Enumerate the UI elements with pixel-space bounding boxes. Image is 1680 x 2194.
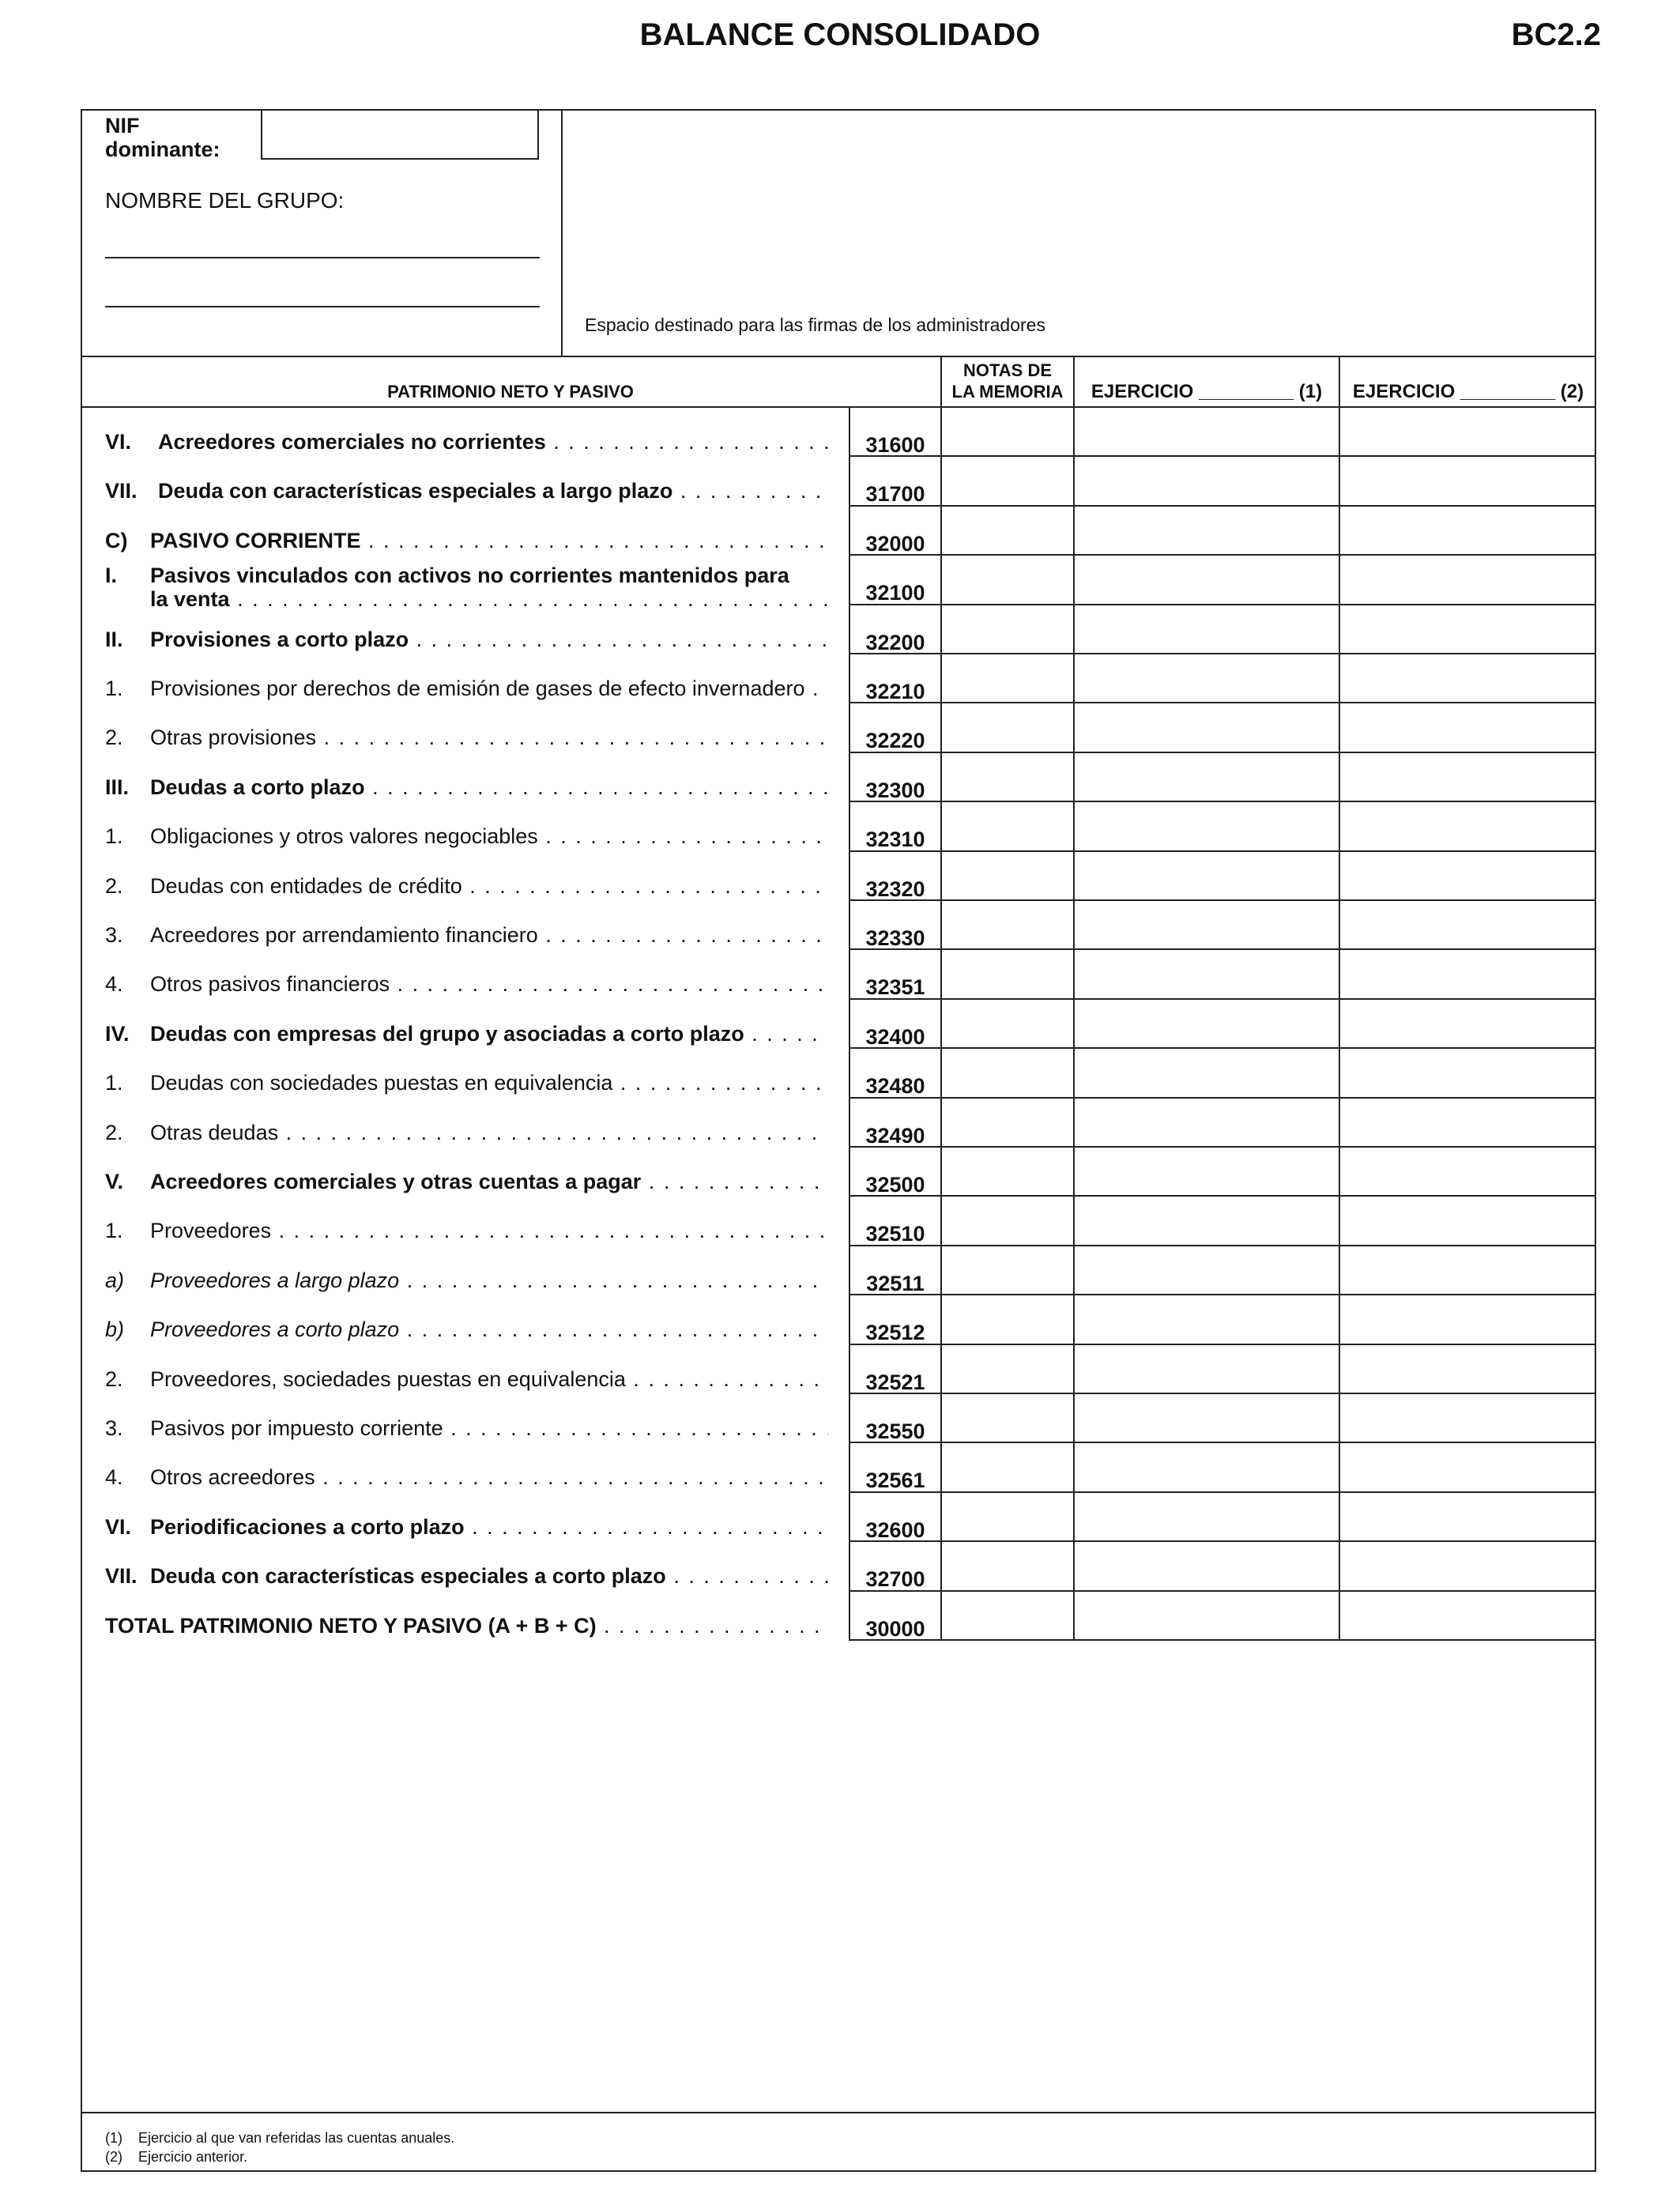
year2-cell[interactable] xyxy=(1340,1049,1595,1095)
notes-cell[interactable] xyxy=(942,1148,1072,1193)
year2-cell[interactable] xyxy=(1340,1295,1595,1341)
row-number: 3. xyxy=(105,1416,123,1440)
row-label: la venta . . . xyxy=(150,587,828,612)
year1-cell[interactable] xyxy=(1075,1246,1338,1292)
row-code: 32561 xyxy=(865,1468,925,1492)
row-code: 32490 xyxy=(865,1124,925,1148)
notes-cell[interactable] xyxy=(942,1295,1072,1341)
row-code: 32000 xyxy=(865,532,925,556)
year2-cell[interactable] xyxy=(1340,1443,1595,1489)
table-row xyxy=(105,1416,828,1448)
year1-cell[interactable] xyxy=(1075,654,1338,700)
row-number: 4. xyxy=(105,1465,123,1489)
table-row xyxy=(105,923,828,955)
notes-cell[interactable] xyxy=(942,753,1072,799)
year1-cell[interactable] xyxy=(1075,950,1338,996)
table-row xyxy=(105,677,828,708)
header-col-line-2 xyxy=(1073,356,1075,406)
table-top-line xyxy=(81,356,1596,357)
notes-cell[interactable] xyxy=(942,1197,1072,1242)
row-code: 32210 xyxy=(865,680,925,703)
row-number: 2. xyxy=(105,1367,123,1391)
row-label: Otras deudas . . . xyxy=(150,1121,828,1145)
row-code: 32521 xyxy=(865,1370,925,1394)
notes-cell[interactable] xyxy=(942,1049,1072,1095)
table-row xyxy=(105,775,828,807)
row-code: 32512 xyxy=(865,1321,925,1344)
row-label: Provisiones a corto plazo . . . xyxy=(150,628,828,652)
year1-cell[interactable] xyxy=(1075,1443,1338,1489)
year1-cell[interactable] xyxy=(1075,753,1338,799)
year1-cell[interactable] xyxy=(1075,1345,1338,1391)
table-row xyxy=(105,564,828,614)
row-number: b) xyxy=(105,1318,125,1341)
year2-cell[interactable] xyxy=(1340,753,1595,799)
year1-cell[interactable] xyxy=(1075,802,1338,848)
row-code: 32100 xyxy=(865,581,925,605)
notes-cell[interactable] xyxy=(942,1443,1072,1489)
table-row xyxy=(105,529,828,560)
year2-cell[interactable] xyxy=(1340,457,1595,503)
notes-cell[interactable] xyxy=(942,1345,1072,1391)
row-label: Deuda con características especiales a corto plazo . . . xyxy=(150,1564,828,1589)
row-code: 32500 xyxy=(865,1173,925,1197)
year2-cell[interactable] xyxy=(1340,556,1595,601)
row-label: Deuda con características especiales a largo plazo . . . xyxy=(158,479,828,503)
column-header-notes: NOTAS DE LA MEMORIA xyxy=(951,360,1064,401)
footnote-separator xyxy=(81,2112,1596,2113)
year1-cell[interactable] xyxy=(1075,1000,1338,1046)
row-number: III. xyxy=(105,775,130,799)
table-row xyxy=(105,1614,828,1646)
row-code: 32330 xyxy=(865,926,925,950)
table-row xyxy=(105,1269,828,1300)
notes-cell[interactable] xyxy=(942,901,1072,947)
notes-cell[interactable] xyxy=(942,605,1072,651)
table-row xyxy=(105,479,828,511)
table-row xyxy=(105,1515,828,1547)
year1-cell[interactable] xyxy=(1075,1295,1338,1341)
row-label: PASIVO CORRIENTE . . . xyxy=(150,529,828,553)
notes-cell[interactable] xyxy=(942,1099,1072,1144)
year1-cell[interactable] xyxy=(1075,901,1338,947)
notes-cell[interactable] xyxy=(942,802,1072,848)
table-row xyxy=(105,1121,828,1152)
year2-cell[interactable] xyxy=(1340,852,1595,898)
row-number: VI. xyxy=(105,1515,132,1539)
year2-cell[interactable] xyxy=(1340,1197,1595,1242)
row-number: 1. xyxy=(105,1219,123,1242)
notes-cell[interactable] xyxy=(942,457,1072,503)
row-label: Periodificaciones a corto plazo . . . xyxy=(150,1515,828,1540)
row-number: IV. xyxy=(105,1022,130,1046)
row-code: 32310 xyxy=(865,827,925,851)
row-label: Otros acreedores . . . xyxy=(150,1465,828,1490)
table-row xyxy=(105,1318,828,1349)
notes-cell[interactable] xyxy=(942,950,1072,996)
row-label: Otros pasivos financieros . . . xyxy=(150,972,828,997)
group-name-line-1[interactable] xyxy=(105,257,540,258)
row-label: Proveedores a largo plazo . . . xyxy=(150,1269,828,1293)
table-row xyxy=(105,1071,828,1103)
notes-cell[interactable] xyxy=(942,507,1072,552)
row-number: a) xyxy=(105,1269,125,1292)
year2-cell[interactable] xyxy=(1340,1148,1595,1193)
footnote-1: (1) Ejercicio al que van referidas las cuentas anuales. xyxy=(105,2130,455,2146)
header-col-line-3 xyxy=(1339,356,1340,406)
row-code: 32480 xyxy=(865,1074,925,1098)
row-code: 32400 xyxy=(865,1025,925,1049)
row-label: Acreedores comerciales y otras cuentas a pagar . . . xyxy=(150,1170,828,1194)
row-label: Proveedores . . . xyxy=(150,1219,828,1243)
year1-cell[interactable] xyxy=(1075,507,1338,552)
row-number: 1. xyxy=(105,1071,123,1095)
row-number: VI. xyxy=(105,430,132,454)
notes-cell[interactable] xyxy=(942,1394,1072,1440)
notes-cell[interactable] xyxy=(942,1000,1072,1046)
row-number: 3. xyxy=(105,923,123,947)
year2-cell[interactable] xyxy=(1340,654,1595,700)
year2-cell[interactable] xyxy=(1340,1394,1595,1440)
row-number: VII. xyxy=(105,479,137,503)
row-label: Pasivos por impuesto corriente . . . xyxy=(150,1416,828,1441)
table-row xyxy=(105,726,828,757)
year1-cell[interactable] xyxy=(1075,408,1338,454)
signatures-label: Espacio destinado para las firmas de los administradores xyxy=(585,315,1045,335)
year2-cell[interactable] xyxy=(1340,408,1595,454)
year2-cell[interactable] xyxy=(1340,1592,1595,1638)
notes-cell[interactable] xyxy=(942,556,1072,601)
row-code: 31600 xyxy=(865,433,925,457)
year2-cell[interactable] xyxy=(1340,703,1595,749)
year1-cell[interactable] xyxy=(1075,1049,1338,1095)
row-label: Proveedores, sociedades puestas en equivalencia . . . xyxy=(150,1367,828,1392)
grid-row-line xyxy=(849,1639,1596,1641)
year1-cell[interactable] xyxy=(1075,1197,1338,1242)
row-code: 32700 xyxy=(865,1567,925,1591)
notes-cell[interactable] xyxy=(942,1493,1072,1539)
row-label: Acreedores por arrendamiento financiero . . . xyxy=(150,923,828,948)
header-col-line-1 xyxy=(940,356,942,406)
notes-cell[interactable] xyxy=(942,1246,1072,1292)
group-name-line-2[interactable] xyxy=(105,306,540,307)
row-label: Deudas con sociedades puestas en equivalencia . . . xyxy=(150,1071,828,1095)
year1-cell[interactable] xyxy=(1075,1394,1338,1440)
row-code: 30000 xyxy=(865,1617,925,1641)
row-label: TOTAL PATRIMONIO NETO Y PASIVO (A + B + C) . . . xyxy=(105,1614,828,1638)
year1-cell[interactable] xyxy=(1075,1148,1338,1193)
nif-input-box[interactable] xyxy=(261,109,539,160)
year1-cell[interactable] xyxy=(1075,852,1338,898)
year1-cell[interactable] xyxy=(1075,605,1338,651)
row-code: 32550 xyxy=(865,1419,925,1443)
page-title: BALANCE CONSOLIDADO xyxy=(639,17,1041,52)
notes-cell[interactable] xyxy=(942,703,1072,749)
row-label: Obligaciones y otros valores negociables . . . xyxy=(150,824,828,849)
table-row xyxy=(105,430,828,462)
notes-cell[interactable] xyxy=(942,408,1072,454)
year2-cell[interactable] xyxy=(1340,507,1595,552)
year1-cell[interactable] xyxy=(1075,703,1338,749)
year1-cell[interactable] xyxy=(1075,1542,1338,1588)
year1-cell[interactable] xyxy=(1075,556,1338,601)
table-row xyxy=(105,1219,828,1250)
row-label: Proveedores a corto plazo . . . xyxy=(150,1318,828,1342)
column-header-year1: EJERCICIO _________ (1) xyxy=(1090,381,1323,402)
row-code: 32511 xyxy=(866,1272,925,1295)
form-code: BC2.2 xyxy=(1511,17,1601,52)
row-number: 2. xyxy=(105,874,123,898)
year1-cell[interactable] xyxy=(1075,1099,1338,1144)
row-label: Acreedores comerciales no corrientes . . . xyxy=(158,430,828,454)
footnote-2: (2) Ejercicio anterior. xyxy=(105,2149,248,2165)
table-row xyxy=(105,972,828,1004)
row-number: C) xyxy=(105,529,128,552)
row-number: I. xyxy=(105,564,118,587)
year2-cell[interactable] xyxy=(1340,1493,1595,1539)
notes-cell[interactable] xyxy=(942,1542,1072,1588)
year2-cell[interactable] xyxy=(1340,1542,1595,1588)
column-header-year2: EJERCICIO _________ (2) xyxy=(1352,381,1584,402)
row-label: Provisiones por derechos de emisión de gases de efecto invernadero . . . xyxy=(150,677,828,701)
year1-cell[interactable] xyxy=(1075,457,1338,503)
table-row xyxy=(105,1022,828,1054)
row-code: 31700 xyxy=(865,482,925,506)
row-code: 32320 xyxy=(865,877,925,901)
row-code: 32300 xyxy=(865,778,925,802)
row-label: Deudas a corto plazo . . . xyxy=(150,775,828,800)
row-number: II. xyxy=(105,628,123,651)
year2-cell[interactable] xyxy=(1340,901,1595,947)
row-number: 1. xyxy=(105,677,123,700)
row-code: 32510 xyxy=(865,1222,925,1246)
row-number: VII. xyxy=(105,1564,137,1588)
column-header-section: PATRIMONIO NETO Y PASIVO xyxy=(387,382,634,401)
row-label: Otras provisiones . . . xyxy=(150,726,828,750)
table-row xyxy=(105,1564,828,1596)
footnotes xyxy=(105,2128,454,2166)
row-label: Deudas con empresas del grupo y asociadas a corto plazo . . . xyxy=(150,1022,828,1046)
table-row xyxy=(105,1465,828,1497)
row-code: 32220 xyxy=(865,729,925,752)
row-label: Deudas con entidades de crédito . . . xyxy=(150,874,828,899)
row-number: V. xyxy=(105,1170,124,1193)
row-number: 1. xyxy=(105,824,123,848)
row-code: 32351 xyxy=(865,975,925,999)
year2-cell[interactable] xyxy=(1340,1345,1595,1391)
year1-cell[interactable] xyxy=(1075,1592,1338,1638)
row-label-line1: Pasivos vinculados con activos no corrientes mantenidos para xyxy=(150,564,789,587)
year1-cell[interactable] xyxy=(1075,1493,1338,1539)
nif-label: NIF dominante: xyxy=(105,114,220,161)
row-code: 32600 xyxy=(865,1518,925,1542)
header-divider xyxy=(561,109,563,356)
year2-cell[interactable] xyxy=(1340,802,1595,848)
notes-cell[interactable] xyxy=(942,1592,1072,1638)
row-code: 32200 xyxy=(865,631,925,654)
table-row xyxy=(105,824,828,856)
notes-cell[interactable] xyxy=(942,852,1072,898)
year2-cell[interactable] xyxy=(1340,1000,1595,1046)
table-row xyxy=(105,1367,828,1399)
table-row xyxy=(105,874,828,906)
row-number: 2. xyxy=(105,1121,123,1144)
year2-cell[interactable] xyxy=(1340,950,1595,996)
year2-cell[interactable] xyxy=(1340,1246,1595,1292)
row-number: 2. xyxy=(105,726,123,749)
year2-cell[interactable] xyxy=(1340,1099,1595,1144)
year2-cell[interactable] xyxy=(1340,605,1595,651)
table-row xyxy=(105,1170,828,1201)
table-row xyxy=(105,628,828,659)
notes-cell[interactable] xyxy=(942,654,1072,700)
row-number: 4. xyxy=(105,972,123,996)
group-name-label: NOMBRE DEL GRUPO: xyxy=(105,188,345,213)
